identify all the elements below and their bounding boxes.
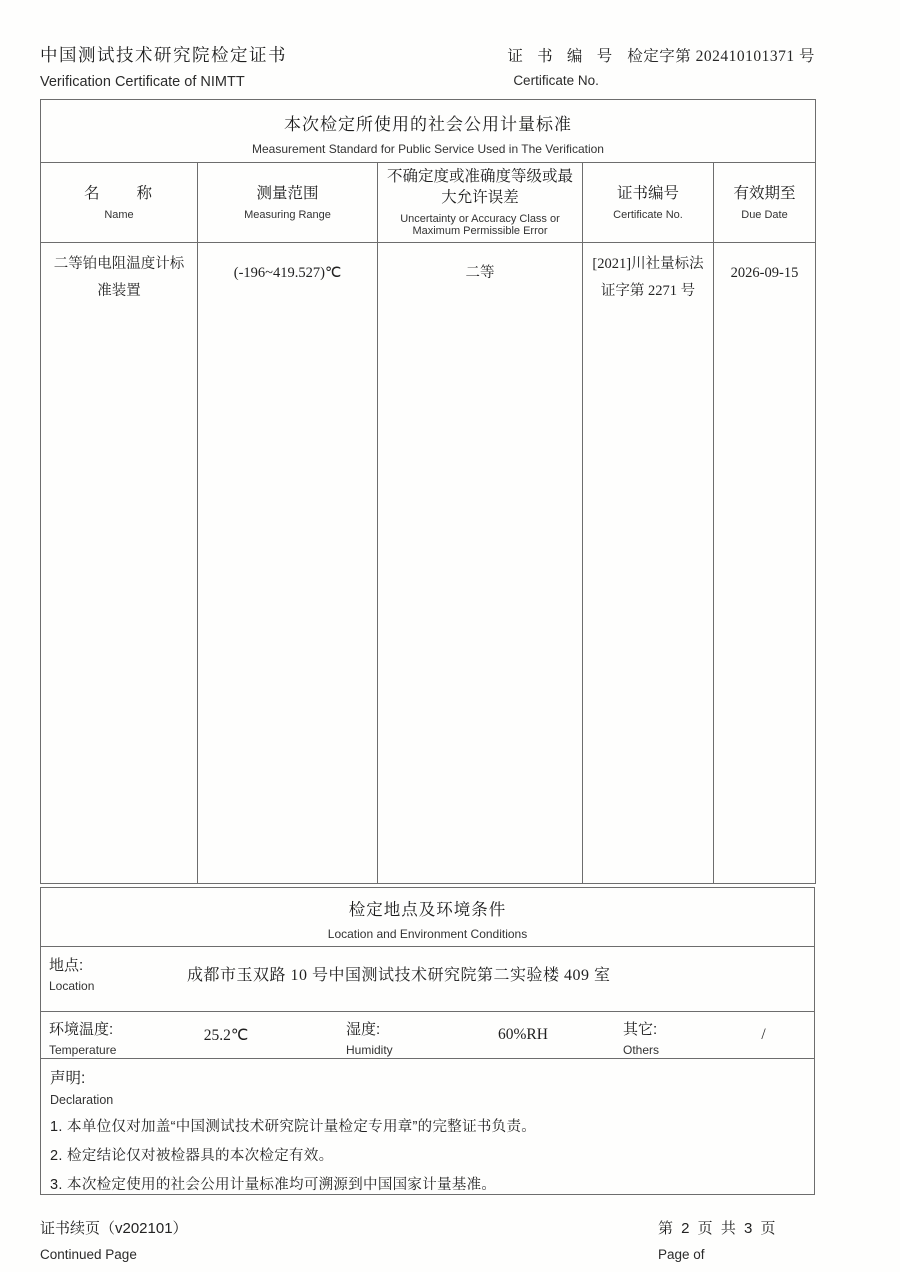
humidity-label [346,1016,458,1057]
temperature-value: 25.2℃ [203,1027,249,1045]
certificate-number-label-en: Certificate No. [513,73,599,88]
temperature-label [49,1016,161,1057]
conditions-table-title [41,888,815,947]
declaration-item-3: 3. 本次检定使用的社会公用计量标准均可溯源到中国国家计量基准。 [50,1177,497,1194]
due-date-value: 2026-09-15 [730,265,799,282]
column-header-name [41,163,198,243]
page-header [40,42,815,90]
declaration-item-2: 2. 检定结论仅对被检器具的本次检定有效。 [50,1148,334,1165]
column-header-uncertainty-cn: 不确定度或准确度等级或最大允许误差 [386,168,573,206]
temperature-label-cn: 环境温度: [49,1021,114,1039]
cell-accuracy-class [378,243,583,884]
page-title-cn: 中国测试技术研究院检定证书 [40,45,287,65]
others-value: / [761,1026,766,1044]
location-label-en: Location [49,979,95,994]
page-content [40,42,815,1262]
column-header-duedate-cn: 有效期至 [733,184,796,202]
certificate-number-block [507,42,815,88]
column-header-uncertainty [378,163,583,243]
standards-table-title-en: Measurement Standard for Public Service Used in The Verification [252,142,604,156]
declaration-label-cn: 声明: [50,1070,86,1088]
standard-name-value: 二等铂电阻温度计标准装置 [53,256,185,299]
continued-page-en: Continued Page [40,1247,137,1263]
conditions-table [40,887,815,1195]
footer-page-number [658,1217,815,1262]
location-label-cn: 地点: [49,957,84,975]
accuracy-class-value: 二等 [465,265,495,282]
column-header-range-en: Measuring Range [244,208,331,221]
declaration-item-1: 1. 本单位仅对加盖“中国测试技术研究院计量检定专用章”的完整证书负责。 [50,1119,537,1136]
column-header-certno-cn: 证书编号 [616,184,679,202]
others-label-en: Others [623,1043,660,1058]
column-header-name-en: Name [104,208,134,221]
cell-measuring-range [198,243,378,884]
column-header-certno-en: Certificate No. [613,208,683,221]
certificate-no-value: [2021]川社量标法证字第 2271 号 [592,256,704,299]
certificate-number-value: 检定字第 202410101371 号 [627,48,815,65]
location-label [49,954,141,993]
header-title-block [40,42,287,90]
temperature-label-en: Temperature [49,1043,117,1058]
certificate-number-line [507,44,815,66]
cell-due-date [714,243,816,884]
column-header-name-cn: 名 称 [83,184,154,202]
cell-certificate-no [583,243,714,884]
measuring-range-value: (-196~419.527)℃ [233,265,342,282]
conditions-title-en: Location and Environment Conditions [327,927,528,942]
standards-table-title-cn: 本次检定所使用的社会公用计量标准 [284,115,572,134]
table-row [41,243,816,884]
column-header-duedate-en: Due Date [741,208,788,221]
declaration-label-en: Declaration [50,1093,114,1108]
humidity-label-en: Humidity [346,1043,393,1058]
page-number-cn: 第 2 页 共 3 页 [658,1220,778,1238]
column-header-duedate [714,163,816,243]
column-header-certno [583,163,714,243]
page-title-en: Verification Certificate of NIMTT [40,74,245,90]
certificate-number-label-cn: 证 书 编 号 [507,48,618,65]
cell-standard-name [41,243,198,884]
location-value: 成都市玉双路 10 号中国测试技术研究院第二实验楼 409 室 [187,967,611,985]
standards-table [40,99,816,884]
declaration-row [41,1059,815,1195]
column-header-range-cn: 测量范围 [256,184,319,202]
continued-page-cn: 证书续页（v202101） [40,1220,188,1238]
location-row [41,947,815,1012]
page-number-en: Page of [658,1247,705,1263]
column-header-range [198,163,378,243]
conditions-title-cn: 检定地点及环境条件 [348,901,507,920]
others-label-cn: 其它: [623,1021,658,1039]
page-footer [40,1217,815,1262]
environment-row [41,1012,815,1059]
humidity-label-cn: 湿度: [346,1021,381,1039]
standards-table-title [41,100,816,163]
humidity-value: 60%RH [498,1026,548,1044]
footer-left [40,1217,188,1262]
column-header-uncertainty-en: Uncertainty or Accuracy Class or Maximum Permissible Error [400,212,560,238]
others-label [623,1016,713,1057]
